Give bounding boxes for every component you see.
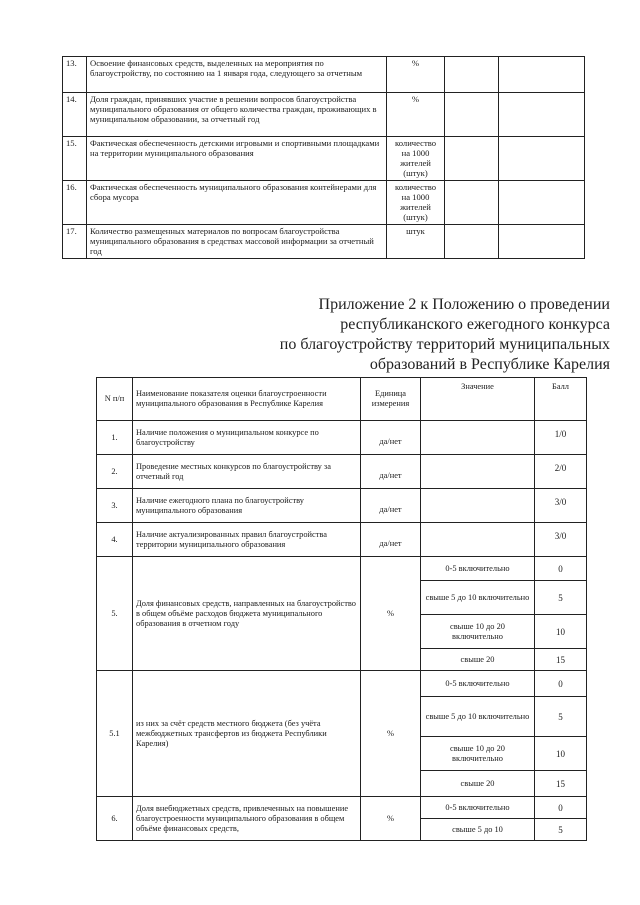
score-cell: 15: [535, 771, 587, 797]
row-number: 17.: [63, 225, 87, 259]
score-cell: 2/0: [535, 455, 587, 489]
range-value: свыше 20: [421, 771, 535, 797]
criterion-name: Доля внебюджетных средств, привлеченных на повышение благоустроенности муниципального образования в общем объёме финансовых средств,: [133, 797, 361, 841]
appendix-heading-line: образований в Республике Карелия: [369, 356, 610, 373]
empty-value-cell: [421, 455, 535, 489]
range-value: 0-5 включительно: [421, 797, 535, 819]
unit-cell: %: [387, 93, 445, 137]
empty-cell: [499, 225, 585, 259]
row-number: 5.: [97, 557, 133, 671]
unit-text: да/нет: [379, 436, 402, 446]
empty-cell: [445, 225, 499, 259]
row-number: 4.: [97, 523, 133, 557]
criterion-name: Наличие актуализированных правил благоустройства территории муниципального образования: [133, 523, 361, 557]
table-row: [63, 57, 585, 93]
unit-cell: количество на 1000 жителей (штук): [387, 181, 445, 225]
unit-text: да/нет: [379, 470, 402, 480]
empty-cell: [499, 57, 585, 93]
score-cell: 1/0: [535, 421, 587, 455]
unit-cell: [361, 523, 421, 557]
criterion-name: из них за счёт средств местного бюджета (без учёта межбюджетных трансфертов из бюджета Республики Карелия): [133, 671, 361, 797]
table-row: [63, 181, 585, 225]
unit-cell: [361, 489, 421, 523]
score-cell: 5: [535, 697, 587, 737]
empty-cell: [499, 181, 585, 225]
indicator-name: Фактическая обеспеченность муниципального образования контейнерами для сбора мусора: [87, 181, 387, 225]
row-number: 15.: [63, 137, 87, 181]
header-score: Балл: [535, 378, 587, 421]
score-cell: 5: [535, 819, 587, 841]
table-row: [97, 489, 587, 523]
empty-cell: [445, 93, 499, 137]
empty-cell: [445, 137, 499, 181]
unit-cell: [361, 421, 421, 455]
empty-cell: [445, 181, 499, 225]
table-row: [63, 93, 585, 137]
range-value: свыше 20: [421, 649, 535, 671]
indicator-name: Количество размещенных материалов по вопросам благоустройства муниципального образования в средствах массовой информации за отчетный год: [87, 225, 387, 259]
indicator-name: Фактическая обеспеченность детскими игровыми и спортивными площадками на территории муниципального образования: [87, 137, 387, 181]
score-cell: 10: [535, 615, 587, 649]
row-number: 1.: [97, 421, 133, 455]
appendix-heading-line: республиканского ежегодного конкурса: [340, 316, 610, 333]
appendix-heading-line: Приложение 2 к Положению о проведении: [318, 296, 610, 313]
indicator-name: Освоение финансовых средств, выделенных на мероприятия по благоустройству, по состоянию на 1 января года, следующего за отчетным: [87, 57, 387, 93]
header-value: Значение: [421, 378, 535, 421]
score-cell: 15: [535, 649, 587, 671]
score-cell: 10: [535, 737, 587, 771]
row-number: 16.: [63, 181, 87, 225]
empty-cell: [445, 57, 499, 93]
range-value: свыше 5 до 10: [421, 819, 535, 841]
range-value: свыше 5 до 10 включительно: [421, 697, 535, 737]
unit-cell: [361, 455, 421, 489]
empty-value-cell: [421, 421, 535, 455]
indicator-name: Доля граждан, принявших участие в решении вопросов благоустройства муниципального образования от общего количества граждан, проживающих в муниципальном образовании, за отчетный год: [87, 93, 387, 137]
table-row: [97, 797, 587, 819]
table-row: [97, 523, 587, 557]
table-row: [63, 225, 585, 259]
range-value: свыше 5 до 10 включительно: [421, 581, 535, 615]
table-row: [63, 137, 585, 181]
unit-text: да/нет: [379, 538, 402, 548]
empty-cell: [499, 137, 585, 181]
score-cell: 0: [535, 671, 587, 697]
appendix-heading: [190, 295, 610, 375]
empty-cell: [499, 93, 585, 137]
row-number: 14.: [63, 93, 87, 137]
header-name: Наименование показателя оценки благоустроенности муниципального образования в Республике Карелия: [133, 378, 361, 421]
criterion-name: Доля финансовых средств, направленных на благоустройство в общем объёме расходов бюджета муниципального образования в отчетном году: [133, 557, 361, 671]
table-row: [97, 557, 587, 581]
appendix-heading-line: по благоустройству территорий муниципальных: [279, 336, 610, 353]
unit-cell: %: [361, 797, 421, 841]
unit-cell: количество на 1000 жителей (штук): [387, 137, 445, 181]
indicators-table-continued: [62, 56, 585, 259]
row-number: 13.: [63, 57, 87, 93]
unit-cell: %: [361, 671, 421, 797]
table-row: [97, 671, 587, 697]
criterion-name: Наличие положения о муниципальном конкурсе по благоустройству: [133, 421, 361, 455]
header-num: N п/п: [97, 378, 133, 421]
score-cell: 3/0: [535, 523, 587, 557]
header-unit: Единица измерения: [361, 378, 421, 421]
range-value: 0-5 включительно: [421, 557, 535, 581]
row-number: 6.: [97, 797, 133, 841]
range-value: 0-5 включительно: [421, 671, 535, 697]
row-number: 2.: [97, 455, 133, 489]
range-value: свыше 10 до 20 включительно: [421, 615, 535, 649]
criterion-name: Проведение местных конкурсов по благоустройству за отчетный год: [133, 455, 361, 489]
table-row: [97, 421, 587, 455]
unit-text: да/нет: [379, 504, 402, 514]
row-number: 3.: [97, 489, 133, 523]
unit-cell: %: [387, 57, 445, 93]
score-cell: 3/0: [535, 489, 587, 523]
table-header-row: [97, 378, 587, 421]
score-cell: 0: [535, 557, 587, 581]
range-value: свыше 10 до 20 включительно: [421, 737, 535, 771]
table-row: [97, 455, 587, 489]
score-cell: 5: [535, 581, 587, 615]
score-cell: 0: [535, 797, 587, 819]
row-number: 5.1: [97, 671, 133, 797]
criterion-name: Наличие ежегодного плана по благоустройству муниципального образования: [133, 489, 361, 523]
empty-value-cell: [421, 523, 535, 557]
unit-cell: %: [361, 557, 421, 671]
evaluation-criteria-table: [96, 377, 587, 841]
empty-value-cell: [421, 489, 535, 523]
unit-cell: штук: [387, 225, 445, 259]
